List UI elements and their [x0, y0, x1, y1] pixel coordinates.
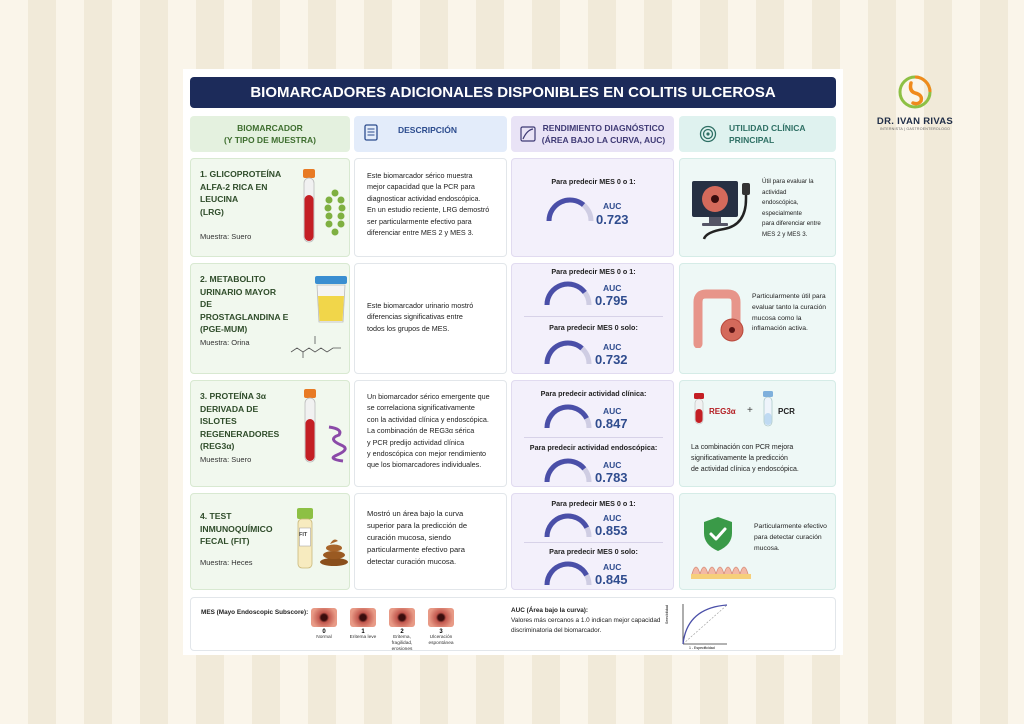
mes-item: 2 Eritema, fragilidad, erosiones	[382, 608, 422, 653]
test-tube-icon	[762, 391, 774, 427]
fit-tube-icon	[295, 508, 315, 570]
gauge-fill	[547, 284, 585, 305]
endoscopy-image	[311, 608, 337, 627]
header-utility: UTILIDAD CLÍNICA PRINCIPAL	[679, 116, 836, 152]
chart-icon	[520, 126, 536, 142]
auc-label: Para predecir MES 0 o 1:	[551, 267, 636, 276]
endoscopy-image	[389, 608, 415, 627]
sample-type: Muestra: Suero	[200, 232, 252, 241]
combo-plus: +	[747, 405, 753, 416]
endoscopy-image	[428, 608, 454, 627]
auc-label: Para predecir actividad endoscópica:	[529, 443, 658, 452]
row-4-biomarker	[190, 493, 350, 590]
mes-item: 0 Normal	[304, 608, 344, 641]
row-3-performance: Para predecir actividad clínica: AUC 0.847 Para predecir actividad endoscópica: AUC 0.783	[511, 380, 674, 487]
sample-type: Muestra: Suero	[200, 455, 252, 464]
row-2-description: Este biomarcador urinario mostró diferencias significativas entre todos los grupos de MES.	[354, 263, 507, 374]
combo-pcr: PCR	[778, 407, 795, 416]
utility-text: La combinación con PCR mejora significativamente la predicción de actividad clínica y endoscópica.	[691, 444, 799, 473]
legend-footer	[190, 597, 836, 651]
auc-gauge	[544, 194, 596, 224]
divider	[524, 316, 663, 317]
utility-text: Particularmente útil para evaluar tanto la curación mucosa como la inflamación activa.	[752, 293, 827, 333]
row-2-biomarker	[190, 263, 350, 374]
divider	[524, 437, 663, 438]
utility-text: Útil para evaluar la actividad endoscópica, especialmente para diferenciar entre MES 2 y MES 3.	[762, 178, 821, 238]
molecule-icon	[283, 332, 349, 362]
gauge-fill	[549, 200, 584, 221]
roc-y-label: Sensibilidad	[665, 605, 669, 624]
row-4-description: Mostró un área bajo la curva superior para la predicción de curación mucosa, siendo particularmente efectivo para detectar curación mucosa.	[354, 493, 507, 590]
intestinal-villi-icon	[690, 554, 752, 580]
auc-gauge	[542, 278, 594, 308]
biomarker-name: 1. GLICOPROTEÍNA ALFA-2 RICA EN LEUCINA (LRG)	[200, 169, 282, 217]
protein-icon	[325, 423, 347, 463]
blood-tube-icon	[301, 389, 319, 465]
stomach-logo-icon	[898, 75, 932, 109]
row-3-utility	[679, 380, 836, 487]
combo-reg3a: REG3α	[709, 407, 736, 416]
auc-gauge	[542, 401, 594, 431]
endoscopy-image	[350, 608, 376, 627]
fit-tube-label: FIT	[299, 532, 308, 538]
auc-legend-title: AUC (Área bajo la curva):	[511, 607, 589, 614]
gauge-fill	[547, 343, 582, 364]
row-1-performance: Para predecir MES 0 o 1: AUC 0.723	[511, 158, 674, 257]
sample-type: Muestra: Heces	[200, 558, 253, 567]
target-icon	[699, 125, 717, 143]
biomarker-name: 4. TEST INMUNOQUÍMICO FECAL (FIT)	[200, 511, 273, 546]
mes-legend-title: MES (Mayo Endoscopic Subscore):	[201, 609, 309, 616]
auc-gauge	[542, 455, 594, 485]
mes-item: 1 Eritema leve	[343, 608, 383, 641]
biomarker-name: 2. METABOLITO URINARIO MAYOR DE PROSTAGLANDINA E (PGE-MUM)	[200, 274, 289, 334]
auc-label: Para predecir MES 0 o 1:	[551, 177, 636, 186]
roc-curve-icon	[677, 602, 729, 648]
auc-legend-text: Valores más cercanos a 1.0 indican mejor capacidad discriminatoria del biomarcador.	[511, 617, 661, 634]
brand-logo: DR. IVAN RIVAS INTERNISTA | GASTROENTEROLOGO	[865, 75, 965, 135]
row-1-utility	[679, 158, 836, 257]
utility-text: Particularmente efectivo para detectar curación mucosa.	[754, 523, 827, 552]
stool-icon	[318, 538, 350, 566]
blood-tube-icon	[693, 393, 705, 425]
blood-tube-icon	[299, 169, 319, 245]
auc-gauge	[542, 510, 594, 540]
row-2-performance: Para predecir MES 0 o 1: AUC 0.795 Para predecir MES 0 solo: AUC 0.732	[511, 263, 674, 374]
header-description: DESCRIPCIÓN	[354, 116, 507, 152]
colon-icon	[688, 288, 746, 348]
row-4-utility	[679, 493, 836, 590]
row-4-performance: Para predecir MES 0 o 1: AUC 0.853 Para predecir MES 0 solo: AUC 0.845	[511, 493, 674, 590]
row-2-utility	[679, 263, 836, 374]
gauge-fill	[547, 461, 584, 482]
row-3-biomarker	[190, 380, 350, 487]
row-1-description: Este biomarcador sérico muestra mejor capacidad que la PCR para diagnosticar actividad endoscópica. En un estudio reciente, LRG demostró ser particularmente efectivo para diferenciar entre MES 2 y MES 3.	[354, 158, 507, 257]
shield-check-icon	[702, 516, 734, 552]
protein-icon	[324, 189, 346, 239]
auc-gauge	[542, 337, 594, 367]
gauge-fill	[547, 516, 587, 537]
auc-gauge	[542, 558, 594, 588]
divider	[524, 542, 663, 543]
page-title: BIOMARCADORES ADICIONALES DISPONIBLES EN COLITIS ULCEROSA	[190, 77, 836, 108]
document-icon	[364, 124, 378, 141]
sample-type: Muestra: Orina	[200, 338, 250, 347]
auc-label: Para predecir MES 0 solo:	[549, 323, 638, 332]
auc-label: Para predecir MES 0 solo:	[549, 547, 638, 556]
header-biomarker: BIOMARCADOR (Y TIPO DE MUESTRA)	[190, 116, 350, 152]
auc-label: Para predecir actividad clínica:	[540, 389, 647, 398]
row-3-description: Un biomarcador sérico emergente que se correlaciona significativamente con la actividad clínica y endoscópica. La combinación de REG3α sérica y PCR predijo actividad clínica y endoscópica con mejor rendimiento que los biomarcadores individuales.	[354, 380, 507, 487]
row-1-biomarker	[190, 158, 350, 257]
biomarker-name: 3. PROTEÍNA 3α DERIVADA DE ISLOTES REGENERADORES (REG3α)	[200, 391, 280, 451]
header-performance: RENDIMIENTO DIAGNÓSTICO (ÁREA BAJO LA CURVA, AUC)	[511, 116, 674, 152]
endoscopy-monitor-icon	[690, 179, 758, 243]
gauge-fill	[547, 564, 587, 585]
urine-cup-icon	[313, 276, 349, 324]
auc-label: Para predecir MES 0 o 1:	[551, 499, 636, 508]
infographic-sheet	[183, 69, 843, 655]
gauge-fill	[547, 407, 587, 428]
roc-x-label: 1 - Especificidad	[689, 646, 715, 650]
mes-item: 3 Ulceración espontánea	[421, 608, 461, 647]
